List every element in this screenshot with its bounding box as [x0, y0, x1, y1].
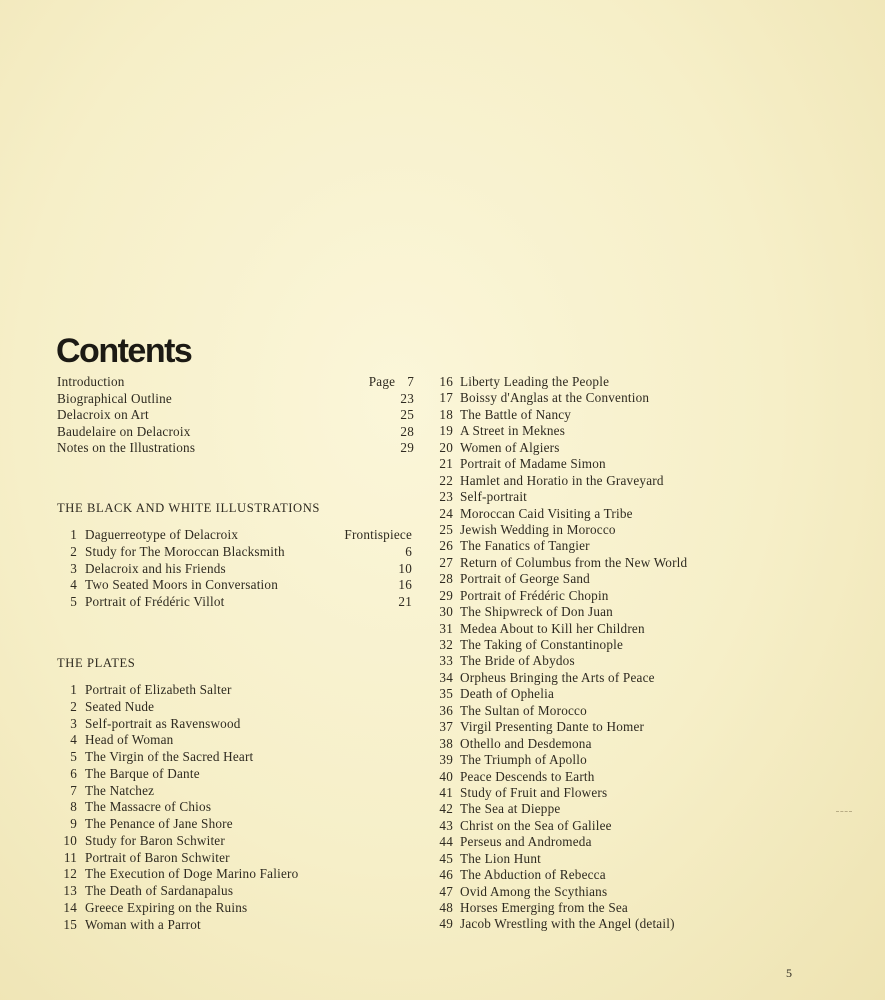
list-item: [430, 752, 730, 768]
list-item: [57, 783, 357, 800]
item-number: 15: [63, 916, 77, 932]
item-title: Head of Woman: [85, 732, 174, 748]
item-title: A Street in Meknes: [460, 423, 566, 439]
item-title: Portrait of Madame Simon: [460, 456, 606, 472]
item-title: Portrait of George Sand: [460, 571, 590, 587]
list-item: [430, 506, 730, 522]
item-title: Boissy d'Anglas at the Convention: [460, 390, 650, 406]
item-title: The Execution of Doge Marino Faliero: [85, 866, 299, 882]
list-item: [430, 555, 730, 571]
list-item: [57, 833, 357, 850]
list-item: [430, 900, 730, 916]
toc-entry: [57, 407, 414, 424]
item-number: 36: [439, 702, 453, 718]
item-number: 46: [439, 867, 453, 883]
list-item: [57, 732, 357, 749]
item-title: Portrait of Elizabeth Salter: [85, 682, 232, 697]
item-title: Perseus and Andromeda: [460, 834, 592, 850]
list-item: [57, 766, 357, 783]
item-title: Horses Emerging from the Sea: [460, 900, 628, 915]
item-number: 24: [439, 505, 453, 521]
list-item: [430, 390, 730, 406]
item-number: 43: [439, 817, 453, 833]
list-item: [430, 407, 730, 423]
list-item: [430, 423, 730, 439]
item-title: Othello and Desdemona: [460, 735, 592, 751]
item-title: The Triumph of Apollo: [460, 752, 587, 768]
toc-entry-page: 28: [400, 423, 414, 439]
list-item: [430, 588, 730, 604]
item-number: 23: [439, 489, 453, 505]
bw-illustrations-list: [57, 527, 412, 611]
list-item: [430, 703, 730, 719]
item-title: Women of Algiers: [460, 439, 560, 455]
item-title: Study for The Moroccan Blacksmith: [85, 543, 285, 559]
item-number: 11: [63, 849, 77, 865]
list-item: [430, 769, 730, 785]
item-number: 21: [439, 456, 453, 472]
plates-list-right: [430, 374, 730, 933]
item-number: 5: [70, 749, 77, 764]
item-number: 37: [439, 719, 453, 735]
item-title: Delacroix and his Friends: [85, 560, 226, 576]
item-title: Jacob Wrestling with the Angel (detail): [460, 916, 675, 932]
item-title: The Death of Sardanapalus: [85, 883, 234, 898]
item-title: The Barque of Dante: [85, 765, 200, 781]
section-heading-plates: THE PLATES: [57, 656, 136, 670]
list-item: [430, 637, 730, 653]
item-title: Christ on the Sea of Galilee: [460, 817, 612, 833]
list-item: [57, 850, 357, 867]
list-item: [57, 544, 412, 561]
item-number: 19: [439, 423, 453, 439]
item-number: 41: [439, 784, 453, 800]
toc-entry-label: Introduction: [57, 374, 125, 389]
list-item: [57, 883, 357, 900]
item-number: 10: [63, 832, 77, 848]
item-number: 34: [439, 669, 453, 685]
item-page: Frontispiece: [344, 527, 412, 542]
item-number: 28: [439, 571, 453, 587]
item-number: 29: [439, 587, 453, 603]
list-item: [430, 604, 730, 620]
item-title: The Lion Hunt: [460, 850, 541, 866]
item-number: 25: [439, 521, 453, 537]
item-title: Portrait of Baron Schwiter: [85, 849, 230, 865]
list-item: [57, 799, 357, 816]
toc-entry-label: Delacroix on Art: [57, 407, 149, 422]
item-title: Hamlet and Horatio in the Graveyard: [460, 472, 664, 488]
item-title: Self-portrait: [460, 489, 528, 505]
item-title: Medea About to Kill her Children: [460, 620, 645, 636]
item-number: 22: [439, 472, 453, 488]
item-title: Study of Fruit and Flowers: [460, 784, 608, 800]
item-title: The Sea at Dieppe: [460, 801, 561, 817]
list-item: [430, 801, 730, 817]
item-title: The Virgin of the Sacred Heart: [85, 749, 254, 764]
item-number: 4: [70, 577, 77, 593]
item-number: 35: [439, 686, 453, 702]
list-item: [430, 736, 730, 752]
list-item: [430, 538, 730, 554]
item-number: 32: [439, 637, 453, 652]
list-item: [430, 719, 730, 735]
item-number: 1: [70, 682, 77, 697]
item-title: The Penance of Jane Shore: [85, 816, 233, 831]
item-title: The Fanatics of Tangier: [460, 538, 590, 554]
item-number: 40: [439, 768, 453, 784]
list-item: [430, 653, 730, 669]
item-title: Jewish Wedding in Morocco: [460, 521, 616, 537]
item-title: Study for Baron Schwiter: [85, 832, 225, 848]
margin-mark: [836, 811, 852, 813]
list-item: [430, 834, 730, 850]
list-item: [57, 527, 412, 544]
item-page: 6: [405, 543, 412, 559]
list-item: [57, 561, 412, 578]
item-title: The Battle of Nancy: [460, 406, 572, 422]
list-item: [430, 456, 730, 472]
toc-entry-page: 25: [400, 407, 414, 422]
item-title: The Massacre of Chios: [85, 799, 212, 815]
page-word: Page: [368, 374, 396, 389]
item-number: 30: [439, 604, 453, 620]
page-number: 5: [786, 966, 792, 980]
toc-entry-page: 7: [407, 374, 414, 389]
item-title: The Abduction of Rebecca: [460, 867, 606, 883]
list-item: [57, 699, 357, 716]
item-title: Two Seated Moors in Conversation: [85, 577, 279, 593]
item-number: 3: [70, 560, 77, 576]
item-title: Seated Nude: [85, 698, 155, 714]
item-number: 7: [70, 782, 77, 798]
item-number: 1: [70, 527, 77, 542]
item-number: 47: [439, 883, 453, 899]
item-title: Self-portrait as Ravenswood: [85, 715, 241, 731]
toc-entry-label: Baudelaire on Delacroix: [57, 423, 191, 439]
item-number: 26: [439, 538, 453, 554]
list-item: [57, 682, 357, 699]
item-title: Death of Ophelia: [460, 686, 555, 702]
item-title: Liberty Leading the People: [460, 374, 610, 389]
item-title: Daguerreotype of Delacroix: [85, 527, 239, 542]
plates-list-left: [57, 682, 357, 933]
list-item: [430, 621, 730, 637]
toc-entry-label: Notes on the Illustrations: [57, 440, 196, 455]
list-item: [57, 866, 357, 883]
item-number: 33: [439, 653, 453, 669]
item-title: Greece Expiring on the Ruins: [85, 899, 248, 915]
item-number: 2: [70, 698, 77, 714]
list-item: [430, 670, 730, 686]
item-number: 48: [439, 900, 453, 915]
toc-entry: [57, 440, 414, 457]
item-title: Peace Descends to Earth: [460, 768, 595, 784]
toc-entry-label: Biographical Outline: [57, 390, 172, 406]
item-title: Moroccan Caid Visiting a Tribe: [460, 505, 633, 521]
list-item: [430, 473, 730, 489]
item-number: 6: [70, 765, 77, 781]
item-title: Woman with a Parrot: [85, 916, 201, 932]
list-item: [57, 594, 412, 611]
toc-entry: [57, 391, 414, 408]
list-item: [430, 374, 730, 390]
item-number: 8: [70, 799, 77, 815]
page-title: Contents: [56, 332, 192, 370]
item-title: The Sultan of Morocco: [460, 702, 587, 718]
item-number: 42: [439, 801, 453, 817]
list-item: [430, 686, 730, 702]
item-title: The Bride of Abydos: [460, 653, 575, 669]
list-item: [430, 785, 730, 801]
item-title: Return of Columbus from the New World: [460, 554, 688, 570]
list-item: [57, 816, 357, 833]
item-number: 4: [70, 732, 77, 748]
item-page: 21: [398, 594, 412, 610]
list-item: [430, 440, 730, 456]
list-item: [430, 867, 730, 883]
item-title: The Taking of Constantinople: [460, 637, 624, 652]
item-page: 16: [398, 577, 412, 593]
item-number: 17: [439, 390, 453, 406]
item-title: The Shipwreck of Don Juan: [460, 604, 613, 620]
toc-entry: [57, 374, 414, 391]
item-number: 16: [439, 374, 453, 389]
item-title: Portrait of Frédéric Chopin: [460, 587, 609, 603]
list-item: [57, 900, 357, 917]
front-matter-list: [57, 374, 414, 457]
list-item: [430, 522, 730, 538]
list-item: [57, 716, 357, 733]
list-item: [430, 916, 730, 932]
item-title: Virgil Presenting Dante to Homer: [460, 719, 645, 735]
item-number: 9: [70, 816, 77, 831]
list-item: [430, 818, 730, 834]
section-heading-bw: THE BLACK AND WHITE ILLUSTRATIONS: [57, 501, 321, 515]
toc-entry: [57, 424, 414, 441]
list-item: [57, 749, 357, 766]
toc-entry-page: 29: [400, 440, 414, 455]
list-item: [430, 884, 730, 900]
item-number: 5: [70, 594, 77, 610]
list-item: [430, 851, 730, 867]
item-number: 2: [70, 543, 77, 559]
item-number: 39: [439, 752, 453, 768]
list-item: [57, 577, 412, 594]
item-title: Portrait of Frédéric Villot: [85, 594, 225, 610]
item-number: 27: [439, 554, 453, 570]
item-number: 3: [70, 715, 77, 731]
item-number: 18: [439, 406, 453, 422]
item-title: Orpheus Bringing the Arts of Peace: [460, 669, 655, 685]
list-item: [430, 571, 730, 587]
item-number: 45: [439, 850, 453, 866]
item-title: Ovid Among the Scythians: [460, 883, 608, 899]
item-number: 49: [439, 916, 453, 932]
list-item: [430, 489, 730, 505]
item-number: 12: [63, 866, 77, 882]
list-item: [57, 917, 357, 934]
item-number: 20: [439, 439, 453, 455]
item-number: 38: [439, 735, 453, 751]
item-page: 10: [398, 560, 412, 576]
item-number: 14: [63, 899, 77, 915]
item-number: 13: [63, 883, 77, 898]
item-number: 44: [439, 834, 453, 850]
item-title: The Natchez: [85, 782, 155, 798]
toc-entry-page: 23: [400, 390, 414, 406]
item-number: 31: [439, 620, 453, 636]
